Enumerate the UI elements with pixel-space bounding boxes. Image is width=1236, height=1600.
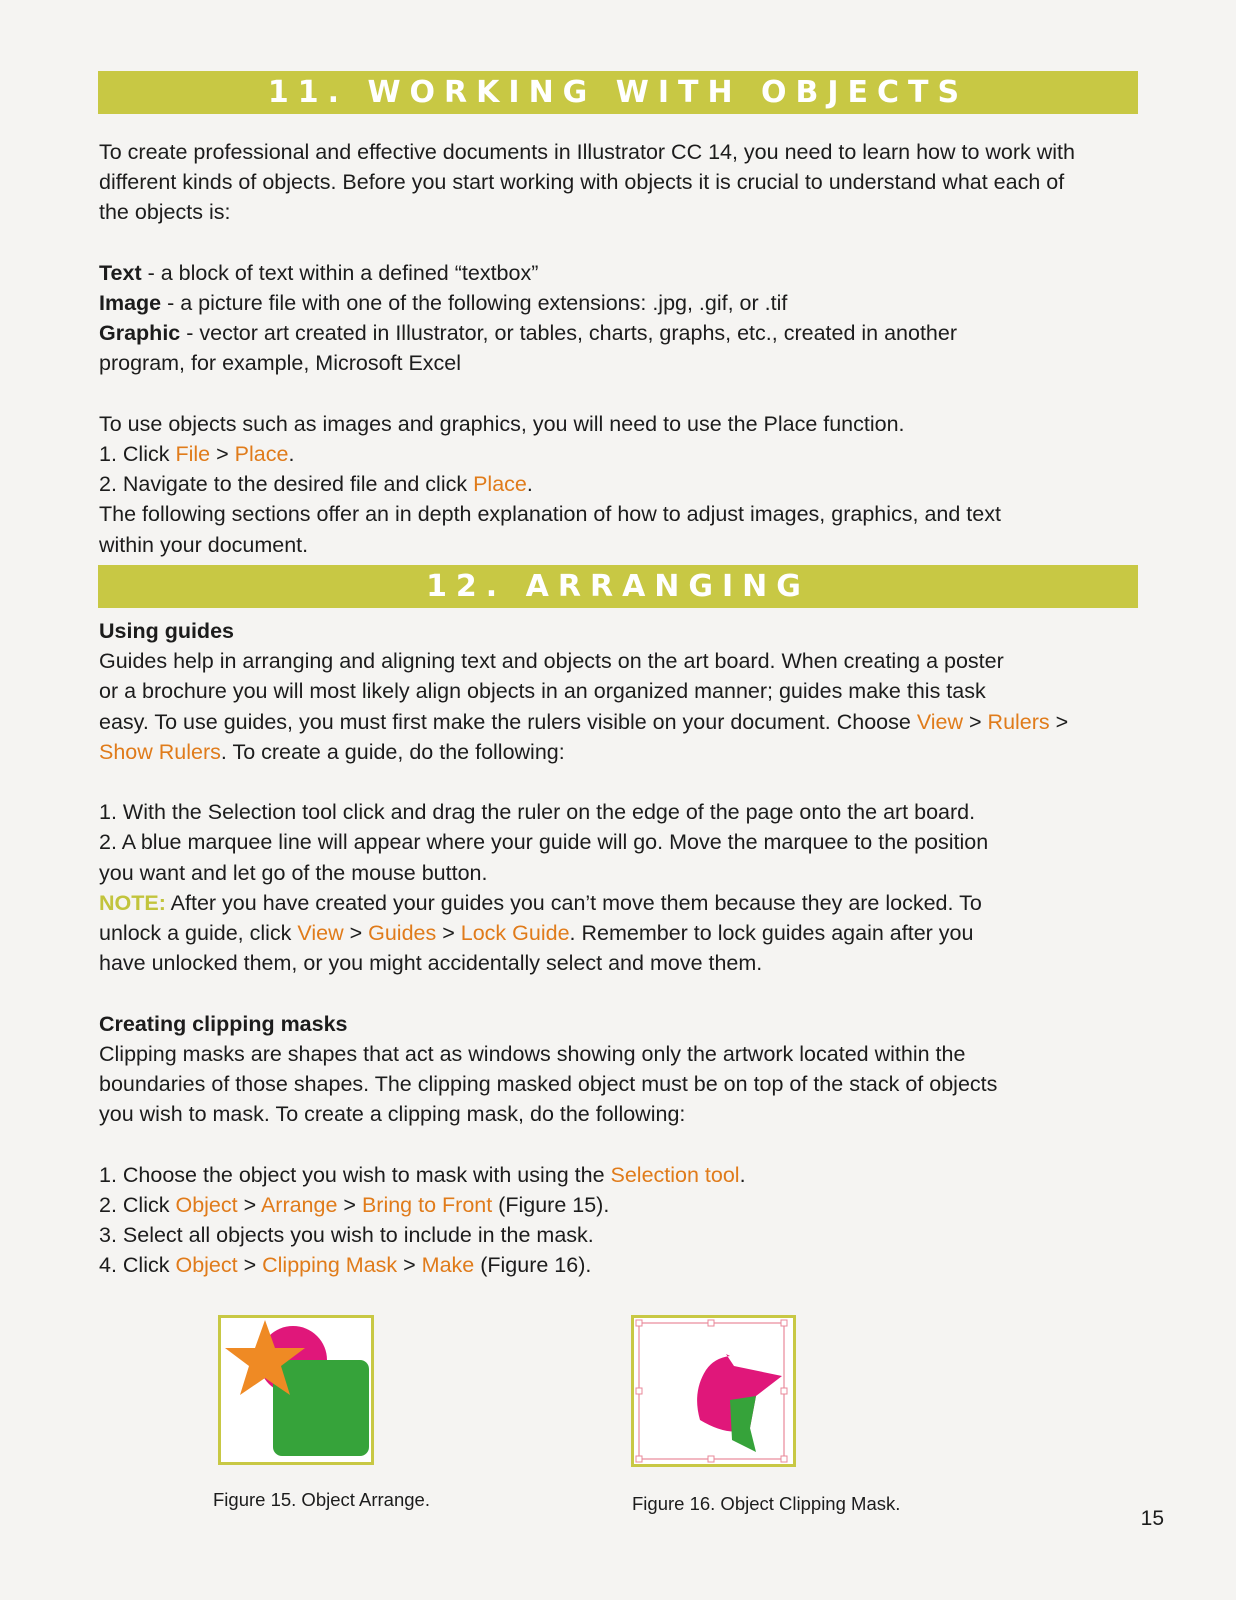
definition-image bbox=[99, 288, 1149, 318]
separator: > bbox=[343, 921, 369, 946]
figure-16-caption: Figure 16. Object Clipping Mask. bbox=[632, 1493, 901, 1514]
figure-ref: (Figure 16). bbox=[474, 1253, 592, 1278]
separator: > bbox=[210, 442, 235, 466]
guides-step-2a: 2. A blue marquee line will appear where your guide will go. Move the marquee to the position bbox=[99, 830, 989, 855]
note-line-2 bbox=[99, 918, 1149, 948]
separator: > bbox=[337, 1192, 362, 1217]
selection-handle bbox=[636, 1320, 642, 1326]
selection-handle bbox=[781, 1456, 787, 1462]
mask-line-2: boundaries of those shapes. The clipping masked object must be on top of the stack of objects bbox=[99, 1072, 998, 1097]
mask-step-3: 3. Select all objects you wish to include in the mask. bbox=[99, 1223, 594, 1248]
intro-line-3: the objects is: bbox=[99, 200, 231, 225]
definition-desc: - a block of text within a defined “textbox” bbox=[141, 260, 539, 285]
place-step-2 bbox=[99, 469, 1149, 499]
definition-term: Image bbox=[99, 291, 162, 315]
figure-16-artwork bbox=[634, 1318, 793, 1464]
menu-show-rulers: Show Rulers bbox=[99, 739, 221, 764]
menu-clipping-mask: Clipping Mask bbox=[262, 1253, 398, 1278]
section-12-banner bbox=[98, 565, 1138, 608]
separator: > bbox=[963, 709, 988, 734]
menu-file: File bbox=[175, 442, 211, 466]
definition-desc: - vector art created in Illustrator, or tables, charts, graphs, etc., created in another bbox=[180, 321, 958, 346]
menu-arrange: Arrange bbox=[260, 1192, 338, 1217]
section-12-title: 12. ARRANGING bbox=[426, 569, 810, 604]
figure-ref: (Figure 15). bbox=[492, 1192, 610, 1217]
menu-lock-guide: Lock Guide bbox=[460, 921, 570, 946]
menu-object: Object bbox=[175, 1192, 238, 1217]
definition-desc: - a picture file with one of the following extensions: .jpg, .gif, or .tif bbox=[161, 291, 788, 315]
step-text: 2. Click bbox=[99, 1192, 176, 1217]
step-text: 1. Click bbox=[99, 442, 176, 466]
section-11-title: 11. WORKING WITH OBJECTS bbox=[267, 75, 969, 110]
section-11-body bbox=[99, 137, 1149, 560]
menu-guides: Guides bbox=[368, 921, 437, 946]
menu-view: View bbox=[916, 709, 964, 734]
section-11-banner bbox=[98, 71, 1138, 114]
selection-handle bbox=[708, 1320, 714, 1326]
note-label: NOTE: bbox=[99, 890, 166, 915]
guides-line-1: Guides help in arranging and aligning text and objects on the art board. When creating a poster bbox=[99, 649, 1004, 674]
page-number: 15 bbox=[1140, 1507, 1164, 1530]
figure-16-image bbox=[631, 1315, 796, 1467]
definition-graphic bbox=[99, 318, 1149, 348]
guides-line-4 bbox=[99, 737, 1149, 767]
menu-view: View bbox=[297, 921, 344, 946]
step-text: 4. Click bbox=[99, 1253, 176, 1278]
body-text: unlock a guide, click bbox=[99, 921, 298, 946]
mask-line-3: you wish to mask. To create a clipping mask, do the following: bbox=[99, 1102, 686, 1127]
green-square bbox=[273, 1360, 369, 1456]
section-12-body bbox=[99, 616, 1149, 1280]
menu-rulers: Rulers bbox=[987, 709, 1050, 734]
step-text: 2. Navigate to the desired file and click bbox=[99, 472, 474, 497]
definition-text bbox=[99, 258, 1149, 288]
separator: > bbox=[237, 1192, 261, 1217]
place-intro: To use objects such as images and graphics, you will need to use the Place function. bbox=[99, 411, 905, 436]
definition-graphic-cont: program, for example, Microsoft Excel bbox=[99, 351, 462, 376]
separator: > bbox=[397, 1253, 422, 1278]
guides-line-2: or a brochure you will most likely align objects in an organized manner; guides make this task bbox=[99, 679, 986, 704]
selection-handle bbox=[708, 1456, 714, 1462]
figure-15-artwork bbox=[221, 1318, 371, 1462]
selection-handle bbox=[781, 1320, 787, 1326]
menu-place: Place bbox=[473, 472, 527, 497]
masked-green-shape bbox=[730, 1396, 756, 1452]
figure-15-caption: Figure 15. Object Arrange. bbox=[213, 1489, 430, 1510]
guides-step-1: 1. With the Selection tool click and drag the ruler on the edge of the page onto the art board. bbox=[99, 800, 976, 825]
separator: > bbox=[436, 921, 461, 946]
selection-handle bbox=[636, 1456, 642, 1462]
menu-bring-to-front: Bring to Front bbox=[361, 1192, 493, 1217]
definition-term: Text bbox=[99, 260, 142, 285]
body-text: easy. To use guides, you must first make the rulers visible on your document. Choose bbox=[99, 709, 917, 734]
menu-make: Make bbox=[421, 1253, 475, 1278]
period: . bbox=[526, 472, 533, 497]
following-line-1: The following sections offer an in depth explanation of how to adjust images, graphics, and text bbox=[99, 502, 1001, 527]
mask-heading: Creating clipping masks bbox=[99, 1011, 348, 1036]
mask-step-2 bbox=[99, 1190, 1149, 1220]
note-line-1 bbox=[99, 888, 1149, 918]
guides-heading: Using guides bbox=[99, 619, 234, 643]
mask-line-1: Clipping masks are shapes that act as windows showing only the artwork located within the bbox=[99, 1041, 966, 1066]
menu-object: Object bbox=[175, 1253, 238, 1278]
separator: > bbox=[237, 1253, 263, 1278]
mask-step-1 bbox=[99, 1160, 1149, 1190]
step-text: 1. Choose the object you wish to mask with using the bbox=[99, 1162, 611, 1187]
intro-line-1: To create professional and effective documents in Illustrator CC 14, you need to learn how to work with bbox=[99, 140, 1075, 164]
guides-step-2b: you want and let go of the mouse button. bbox=[99, 860, 488, 885]
selection-handle bbox=[636, 1388, 642, 1394]
figure-15-image bbox=[218, 1315, 374, 1465]
period: . bbox=[739, 1162, 746, 1187]
definition-term: Graphic bbox=[99, 321, 181, 346]
menu-place: Place bbox=[234, 442, 289, 466]
mask-step-4 bbox=[99, 1250, 1149, 1280]
guides-line-3 bbox=[99, 707, 1149, 737]
body-text: . To create a guide, do the following: bbox=[220, 739, 565, 764]
menu-selection-tool: Selection tool bbox=[610, 1162, 740, 1187]
selection-handle bbox=[781, 1388, 787, 1394]
note-line-3: have unlocked them, or you might accidentally select and move them. bbox=[99, 951, 763, 976]
following-line-2: within your document. bbox=[99, 532, 309, 557]
body-text: . Remember to lock guides again after you bbox=[569, 921, 974, 946]
body-text: After you have created your guides you can’t move them because they are locked. To bbox=[165, 890, 982, 915]
separator: > bbox=[1049, 709, 1069, 734]
period: . bbox=[288, 442, 295, 466]
place-step-1 bbox=[99, 439, 1149, 469]
intro-line-2: different kinds of objects. Before you start working with objects it is crucial to understand what each of bbox=[99, 170, 1065, 195]
